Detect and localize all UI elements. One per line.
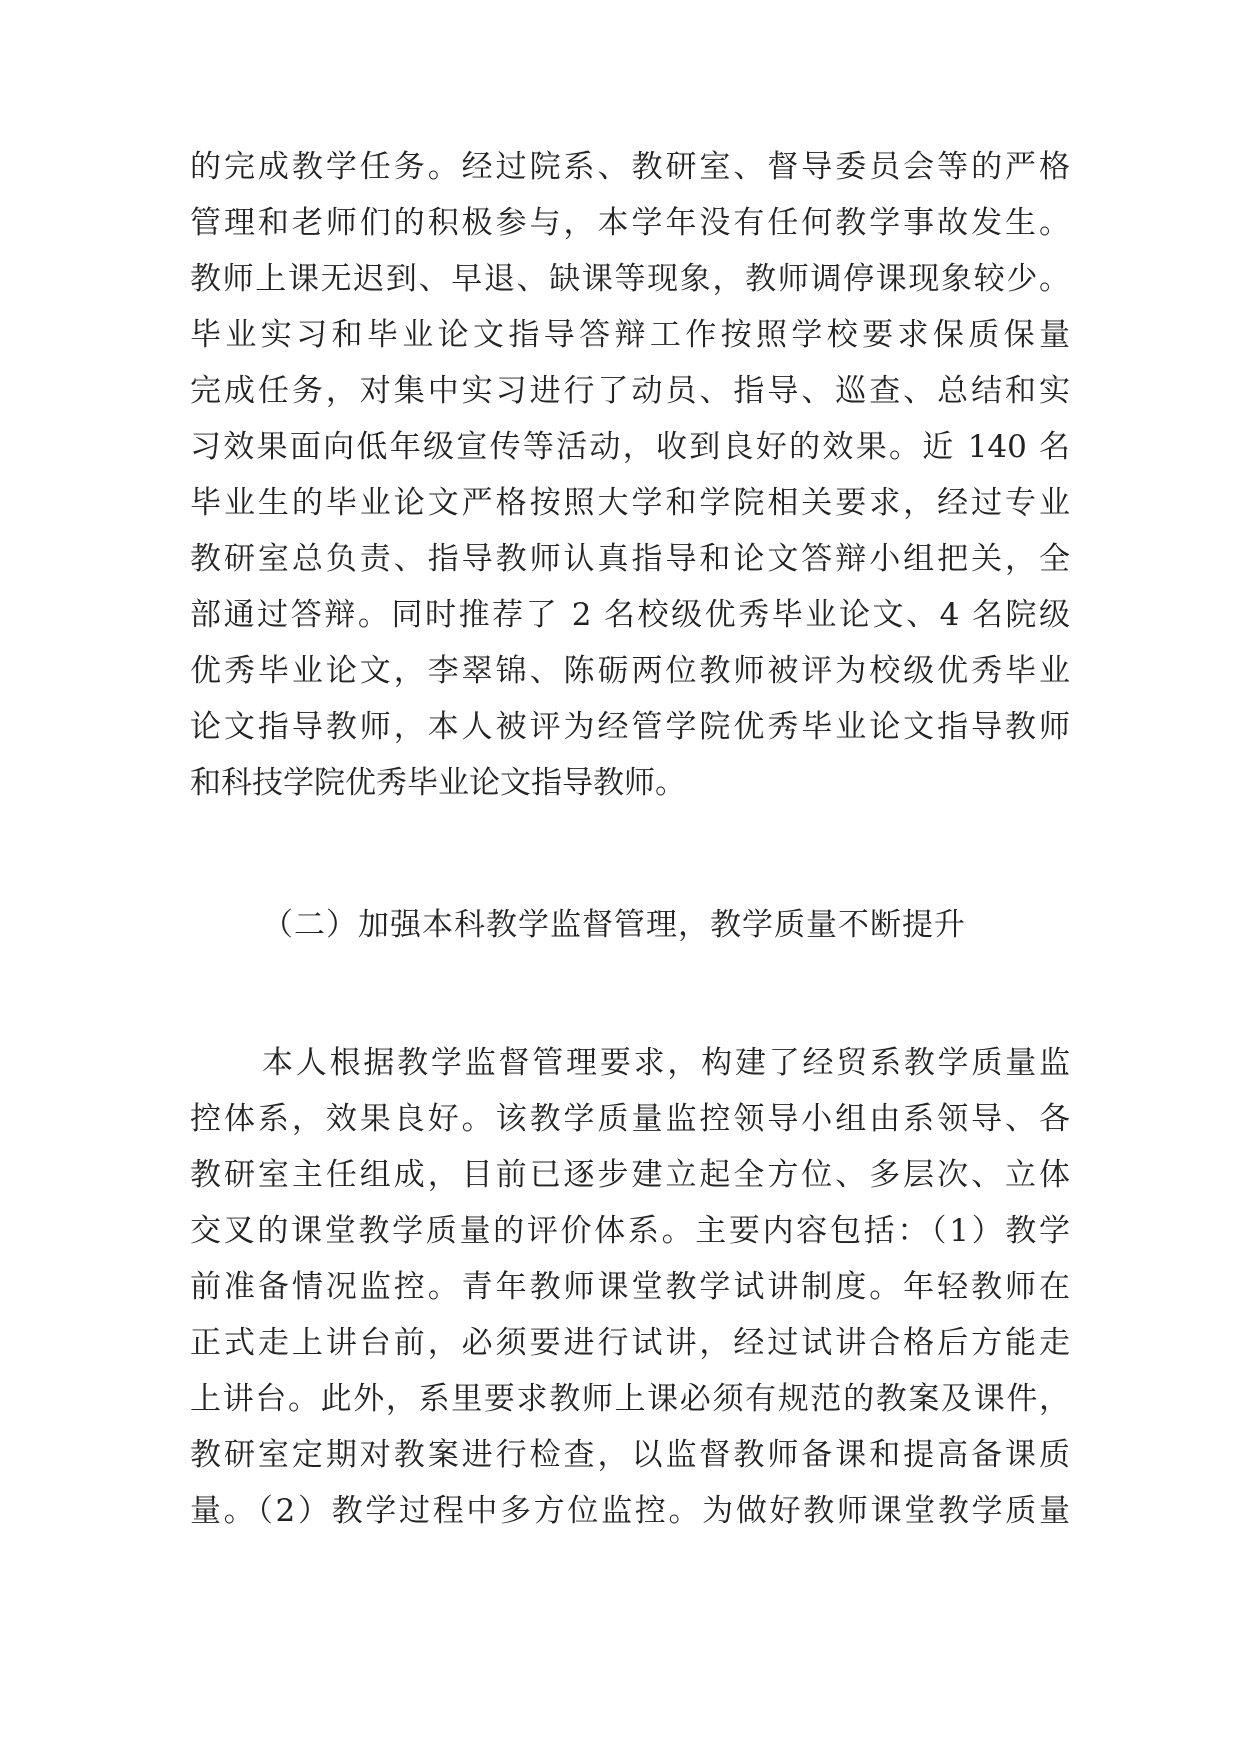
paragraph2-line-3: 教研室主任组成，目前已逐步建立起全方位、多层次、立体 xyxy=(190,1157,1070,1193)
paragraph1-line-11: 论文指导教师，本人被评为经管学院优秀毕业论文指导教师 xyxy=(190,709,1070,745)
paragraph2-line-8: 教研室定期对教案进行检查，以监督教师备课和提高备课质 xyxy=(190,1437,1070,1473)
paragraph2-line-6: 正式走上讲台前，必须要进行试讲，经过试讲合格后方能走 xyxy=(190,1325,1070,1361)
paragraph2-line-4: 交叉的课堂教学质量的评价体系。主要内容包括：（1）教学 xyxy=(190,1213,1070,1249)
paragraph2-line-2: 控体系，效果良好。该教学质量监控领导小组由系领导、各 xyxy=(190,1101,1070,1137)
paragraph1-line-5: 完成任务，对集中实习进行了动员、指导、巡查、总结和实 xyxy=(190,373,1070,409)
paragraph1-line-2: 管理和老师们的积极参与，本学年没有任何教学事故发生。 xyxy=(190,205,1070,241)
paragraph1-line-3: 教师上课无迟到、早退、缺课等现象，教师调停课现象较少。 xyxy=(190,261,1070,297)
paragraph1-line-6: 习效果面向低年级宣传等活动，收到良好的效果。近 140 名 xyxy=(190,429,1070,465)
paragraph1-line-12: 和科技学院优秀毕业论文指导教师。 xyxy=(190,765,686,801)
paragraph1-line-1: 的完成教学任务。经过院系、教研室、督导委员会等的严格 xyxy=(190,149,1070,185)
paragraph2-line-5: 前准备情况监控。青年教师课堂教学试讲制度。年轻教师在 xyxy=(190,1269,1070,1305)
paragraph1-line-8: 教研室总负责、指导教师认真指导和论文答辩小组把关，全 xyxy=(190,541,1070,577)
paragraph1-line-7: 毕业生的毕业论文严格按照大学和学院相关要求，经过专业 xyxy=(190,485,1070,521)
paragraph2-line-9: 量。（2）教学过程中多方位监控。为做好教师课堂教学质量 xyxy=(190,1493,1070,1529)
paragraph1-line-10: 优秀毕业论文，李翠锦、陈砺两位教师被评为校级优秀毕业 xyxy=(190,653,1070,689)
paragraph2-line-7: 上讲台。此外，系里要求教师上课必须有规范的教案及课件， xyxy=(190,1381,1070,1417)
paragraph2-line-1: 本人根据教学监督管理要求，构建了经贸系教学质量监 xyxy=(262,1045,1070,1081)
paragraph1-line-9: 部通过答辩。同时推荐了 2 名校级优秀毕业论文、4 名院级 xyxy=(190,597,1070,633)
paragraph1-line-4: 毕业实习和毕业论文指导答辩工作按照学校要求保质保量 xyxy=(190,317,1070,353)
section-heading: （二）加强本科教学监督管理，教学质量不断提升 xyxy=(262,907,966,943)
